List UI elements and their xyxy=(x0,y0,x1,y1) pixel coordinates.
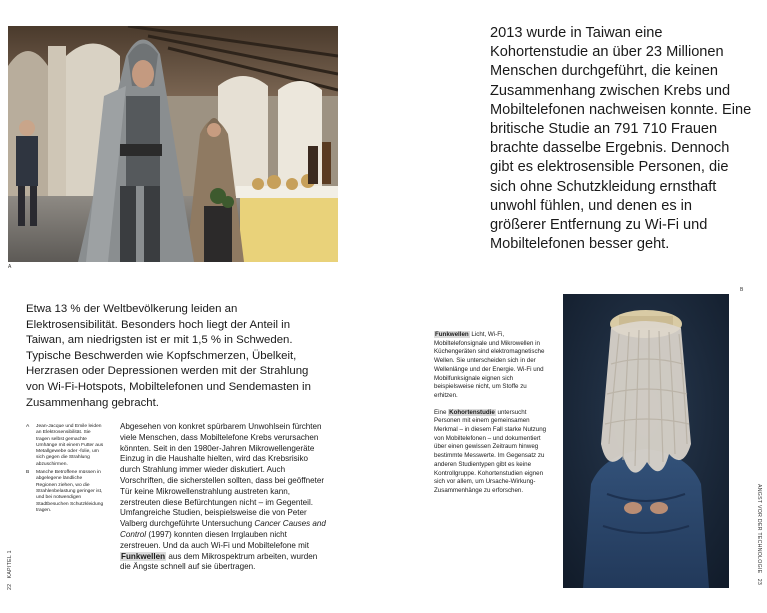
left-page-number: 22 xyxy=(7,583,13,590)
left-folio xyxy=(7,550,13,590)
glossary-definition-kohortenstudie: untersucht Personen mit einem gemeinsamen Merkmal – in diesem Fall starke Nutzung von Mobiltelefonen – und dokumentiert über einen gewissen Zeitraum hinweg bestimmte Messwerte. Im Gegensatz zu anderen Studientypen gibt es keine Kontrollgruppe. Kohortenstudien eignen sich vor allem, um Ursache-Wirkung-Zusammenhänge zu erforschen. xyxy=(434,408,547,494)
right-running-head: ANGST VOR DER TECHNOLOGIE xyxy=(756,484,762,574)
photo-captions xyxy=(26,424,104,516)
intro-paragraph xyxy=(26,302,326,411)
photo-a-marker: A xyxy=(8,264,12,270)
glossary-entry-kohortenstudie xyxy=(434,409,552,496)
caption-a xyxy=(26,424,104,468)
glossary-term-kohortenstudie: Kohortenstudie xyxy=(449,408,495,416)
glossary-prefix-kohortenstudie: Eine xyxy=(434,408,449,416)
body-text xyxy=(120,422,328,573)
covered-head-photo-illustration xyxy=(563,294,729,588)
photo-b-covered-head xyxy=(563,294,729,588)
right-folio xyxy=(756,484,762,585)
body-text-part-2: (1997) konnten diesen Irrglauben nicht zerstreuen. Und da auch Wi-Fi und Mobiltelefone mit xyxy=(120,529,309,550)
glossary-entry-funkwellen xyxy=(434,331,552,401)
body-text-part-1: Abgesehen von konkret spürbarem Unwohlsein fürchten viele Menschen, dass Mobiltelefone Krebs verursachen könnten. Seit in den 1980er-Jahren Mikrowellengeräte Einzug in die Haushalte hielten, wird das Krebsrisiko durch Strahlung immer wieder diskutiert. Auch Vorschriften, die sicherstellen sollten, dass bei geöffneter Tür keine Mikrowellenstrahlung austreten kann, zerstreuten diese Befürchtungen nicht – im Gegenteil. Umfangreiche Studien, beispielsweise die von Peter Valberg durchgeführte Untersuchung xyxy=(120,422,325,529)
body-text-part-3: aus dem Mikrospektrum arbeiten, wurden die Ängste schnell auf sie übertragen. xyxy=(120,551,318,572)
caption-b xyxy=(26,470,104,514)
lead-text: 2013 wurde in Taiwan eine Kohortenstudie an über 23 Millionen Menschen durchgeführt, die keinen Zusammenhang zwischen Krebs und Mobiltelefonen nachweisen konnte. Eine britische Studie an 791 710 Frauen brachte dasselbe Ergebnis. Dennoch gibt es elektrosensible Personen, die sich ohne Schutzkleidung ernsthaft unwohl fühlen, und denen es in größerer Entfernung zu Wi-Fi und Mobiltelefonen besser geht. xyxy=(490,25,752,253)
photo-b-marker: B xyxy=(740,287,744,293)
glossary-term-funkwellen: Funkwellen xyxy=(435,331,469,338)
glossary-definition-funkwellen: Licht, Wi-Fi, Mobiltelefonsignale und Mikrowellen in Küchengeräten sind elektromagnetische Wellen. Sie unterscheiden sich in der Wellenlänge und der Energie. Wi-Fi und Mobilfunksignale eignen sich beispielsweise nicht, um Stoffe zu erhitzen. xyxy=(434,331,545,399)
glossary-sidebar xyxy=(434,331,552,504)
study-title: Cancer Causes and Control xyxy=(120,519,326,539)
left-running-head: KAPITEL 1 xyxy=(7,550,13,579)
caption-a-text: Jean-Jacque und Emile leiden an Elektrosensibilität. Sie tragen selbst gemachte Umhänge mit einem Futter aus Metallgewebe oder -folie, um sich gegen die Strahlung abzuschirmen. xyxy=(36,424,104,467)
caption-a-letter: A xyxy=(26,424,30,429)
market-photo-illustration xyxy=(8,26,338,262)
right-page-number: 23 xyxy=(756,578,762,586)
highlighted-term-funkwellen: Funkwellen xyxy=(121,551,166,561)
lead-paragraph xyxy=(490,24,752,254)
intro-text: Etwa 13 % der Weltbevölkerung leiden an Elektrosensibilität. Besonders hoch liegt der Anteil in Taiwan, am niedrigsten ist er mit 1,5 % in Schweden. Typische Beschwerden wie Kopfschmerzen, Übelkeit, Herzrasen oder Depressionen werden mit der Strahlung von Wi-Fi-Hotspots, Mobiltelefonen und Sendemasten in Zusammenhang gebracht. xyxy=(26,303,311,409)
caption-b-text: Manche Betroffene müssen in abgelegene ländliche Regionen ziehen, wo die Strahlenbelastung geringer ist, und bei notwendigen Stadtbesuchen Schutzkleidung tragen. xyxy=(36,470,104,513)
photo-a-market-scene xyxy=(8,26,338,262)
caption-b-letter: B xyxy=(26,470,30,476)
body-paragraph xyxy=(120,422,328,573)
